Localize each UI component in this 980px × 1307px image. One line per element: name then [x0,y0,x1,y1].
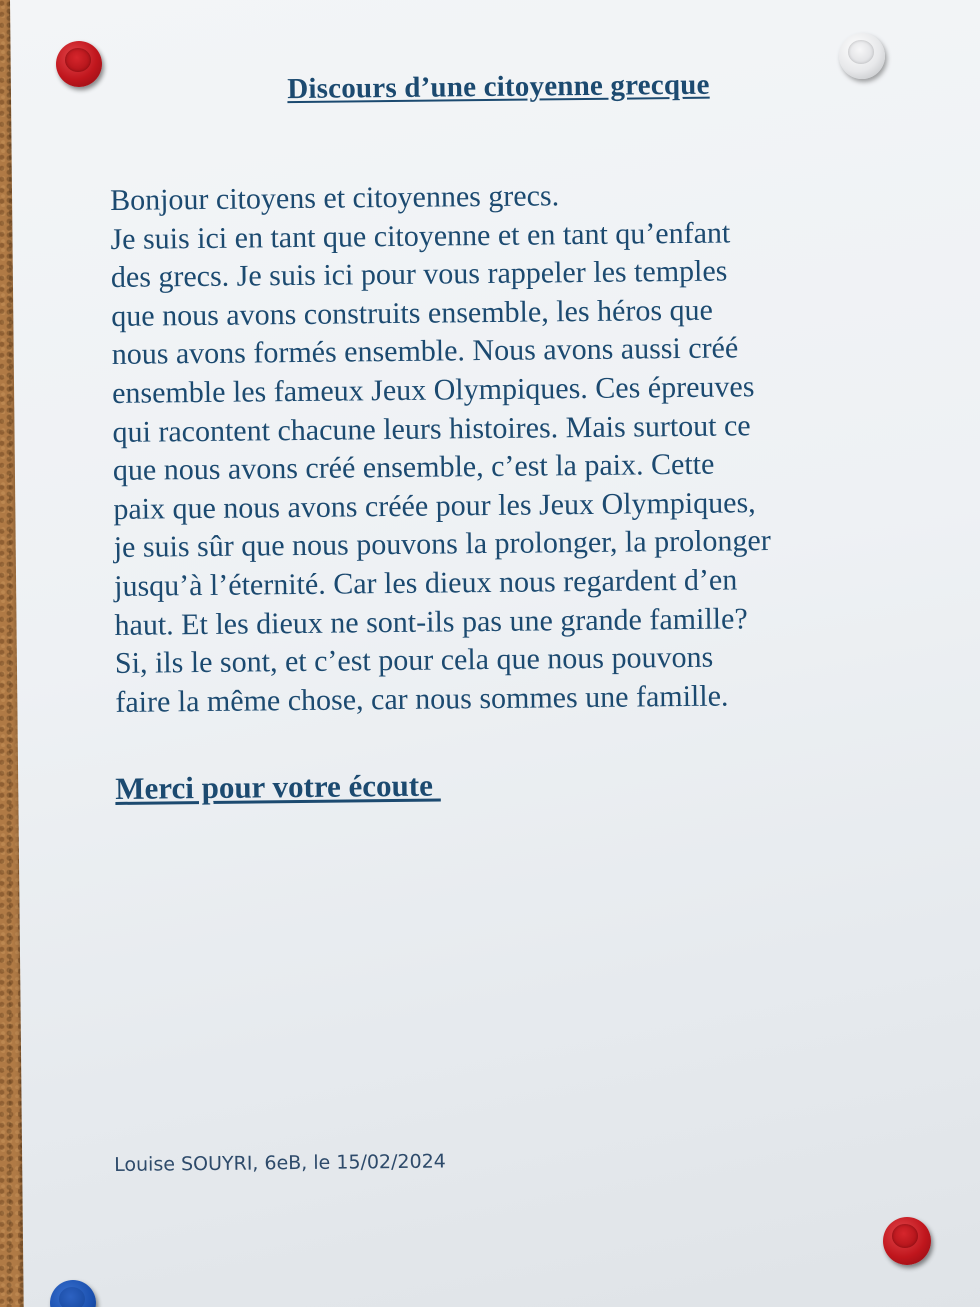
signature-line: Louise SOUYRI, 6eB, le 15/02/2024 [114,1150,446,1176]
white-pushpin-icon [839,33,885,79]
speech-line: qui racontent chacune leurs histoires. Mais surtout ce [112,408,751,449]
speech-line: faire la même chose, car nous sommes une famille. [115,679,729,719]
speech-line: paix que nous avons créée pour les Jeux Olympiques, [113,485,756,526]
speech-line: haut. Et les dieux ne sont-ils pas une grande famille? [114,601,748,642]
speech-line: Bonjour citoyens et citoyennes grecs. [109,179,560,217]
speech-line: des grecs. Je suis ici pour vous rappeler les temples [110,254,728,295]
speech-line: que nous avons créé ensemble, c’est la paix. Cette [112,447,715,488]
speech-line: Si, ils le sont, et c’est pour cela que nous pouvons [114,640,714,681]
speech-body [110,174,886,722]
document-title: Discours d’une citoyenne grecque [287,68,710,106]
red-pushpin-icon [883,1217,931,1265]
speech-line: que nous avons construits ensemble, les héros que [111,293,714,333]
speech-line: je suis sûr que nous pouvons la prolonger, la prolonger [113,524,771,565]
speech-line: ensemble les fameux Jeux Olympiques. Ces épreuves [111,370,755,410]
closing-line: Merci pour votre écoute [115,767,441,806]
paper-sheet [10,0,980,1307]
red-pushpin-icon [56,41,102,87]
speech-line: Je suis ici en tant que citoyenne et en tant qu’enfant [110,216,731,256]
speech-line: jusqu’à l’éternité. Car les dieux nous regardent d’en [113,563,738,603]
speech-line: nous avons formés ensemble. Nous avons aussi créé [111,331,739,372]
